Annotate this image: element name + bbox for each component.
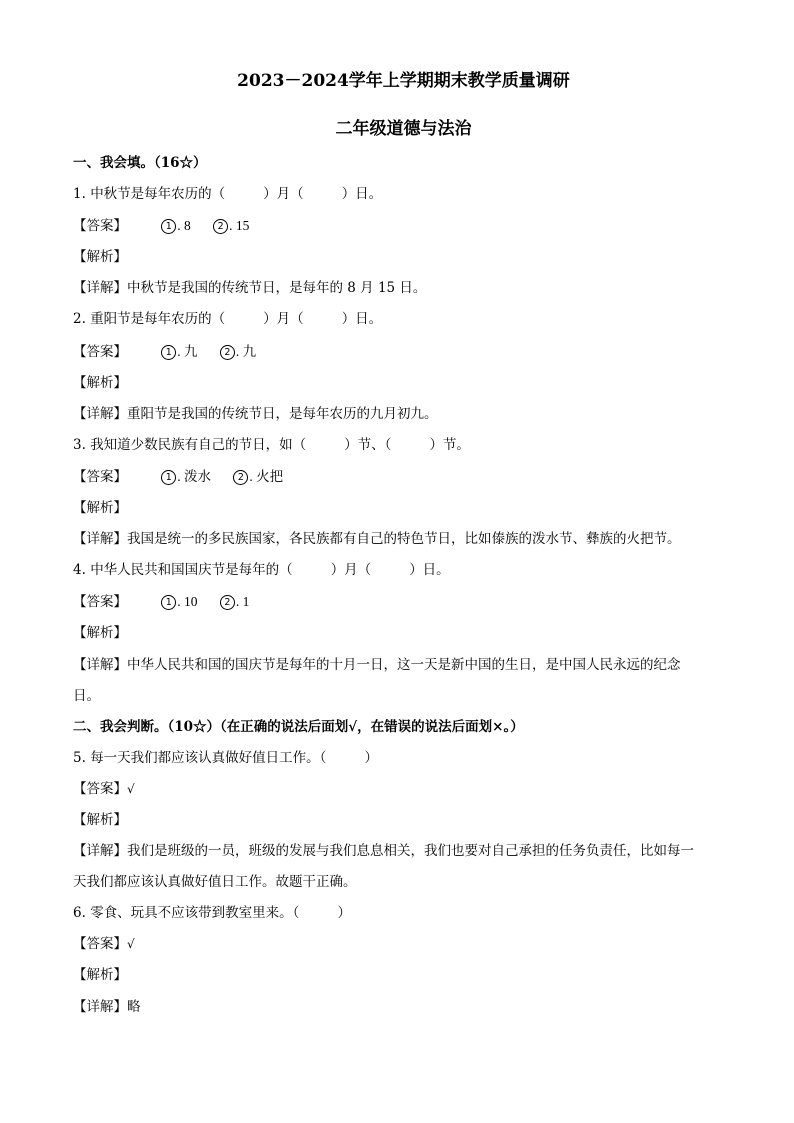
question-text: ） [364,749,378,766]
question-text: ） [337,905,351,922]
document-subtitle: 二年级道德与法治 [335,119,472,139]
question-text: ）日。 [409,562,450,579]
answer-label: 【答案】 [73,594,127,611]
section-heading: 一、我会填。（16☆） [73,155,207,171]
detail-line [73,992,734,1023]
detail-line [73,524,734,555]
analysis-label: 【解析】 [73,500,127,517]
question-4 [73,555,734,586]
detail-line [73,650,734,681]
analysis-label: 【解析】 [73,625,127,642]
circled-number: 1 [161,470,176,485]
question-text: ）月（ [263,186,304,203]
question-text: 我知道少数民族有自己的节日，如（ [90,436,307,453]
question-text: 零食、玩具不应该带到教室里来。（ [90,905,300,922]
question-number: 5. [73,749,86,766]
question-text: ）日。 [341,311,383,328]
question-text: 每一天我们都应该认真做好值日工作。（ [90,749,327,766]
answer-label: 【答案】 [73,468,127,485]
question-text: 中华人民共和国国庆节是每年的（ [90,562,293,579]
question-text: ）日。 [341,186,383,203]
answer-line [73,210,734,242]
circled-number: 1 [161,345,176,360]
circled-number: 1 [161,595,176,610]
answer-item [213,210,249,242]
detail-text: 重阳节是我国的传统节日，是每年农历的九月初九。 [127,405,438,422]
answer-item [161,210,191,242]
answer-line [73,336,734,368]
detail-label: 【详解】 [73,843,127,860]
question-number: 2. [73,311,86,328]
answer-item [220,336,256,368]
question-1 [73,179,734,210]
detail-continuation: 日。 [73,687,100,704]
question-2 [73,304,734,335]
answer-value: . 火把 [249,468,284,484]
question-number: 3. [73,436,86,453]
answer-label: 【答案】 [73,780,127,797]
detail-line [73,399,734,430]
circled-number: 2 [220,345,235,360]
question-6 [73,898,734,929]
analysis-label: 【解析】 [73,811,127,828]
answer-label: 【答案】 [73,936,127,953]
detail-text: 我们是班级的一员，班级的发展与我们息息相关，我们也要对自己承担的任务负责任，比如每一 [127,843,694,860]
detail-text: 中华人民共和国的国庆节是每年的十月一日，这一天是新中国的生日，是中国人民永远的纪念 [127,656,681,673]
check-mark-answer: √ [127,781,135,796]
answer-line [73,461,734,493]
analysis-label: 【解析】 [73,374,127,391]
answer-label: 【答案】 [73,343,127,360]
answer-value: . 1 [235,594,250,610]
circled-number: 1 [161,219,176,234]
answer-value: . 10 [177,594,198,610]
answer-line [73,929,734,960]
answer-line [73,586,734,618]
analysis-label: 【解析】 [73,967,127,984]
answer-item [161,336,197,368]
detail-line [73,836,734,867]
detail-line [73,273,734,304]
detail-continuation: 天我们都应该认真做好值日工作。故题干正确。 [73,874,357,891]
detail-text: 我国是统一的多民族国家，各民族都有自己的特色节日，比如傣族的泼水节、彝族的火把节。 [127,531,681,548]
section-heading: 二、我会判断。（10☆）（在正确的说法后面划√，在错误的说法后面划×。） [73,718,524,735]
question-text: 中秋节是每年农历的（ [90,186,226,203]
answer-item [220,586,250,618]
circled-number: 2 [233,470,248,485]
answer-item [161,586,197,618]
document-title: 2023－2024学年上学期期末教学质量调研 [237,71,570,91]
question-text: 重阳节是每年农历的（ [90,311,226,328]
detail-label: 【详解】 [73,405,127,422]
answer-value: . 九 [177,343,198,359]
question-text: ）月（ [330,562,372,579]
question-5 [73,743,734,774]
question-text: ）月（ [263,311,304,328]
circled-number: 2 [220,595,235,610]
question-text: ）节。 [429,436,470,453]
answer-value: . 15 [229,218,250,234]
answer-line [73,774,734,805]
answer-value: . 8 [177,218,191,234]
circled-number: 2 [213,219,228,234]
question-number: 1. [73,186,86,203]
answer-item [233,461,283,493]
detail-label: 【详解】 [73,531,127,548]
answer-label: 【答案】 [73,218,127,235]
answer-value: . 九 [235,343,257,359]
question-3 [73,430,734,461]
check-mark-answer: √ [127,937,135,952]
question-number: 4. [73,562,86,579]
answer-item [161,461,211,493]
analysis-label: 【解析】 [73,249,127,266]
detail-label: 【详解】 [73,656,127,673]
question-text: ）节、（ [344,436,392,453]
detail-label: 【详解】 [73,280,127,297]
answer-value: . 泼水 [177,468,212,484]
detail-text: 中秋节是我国的传统节日，是每年的 8 月 15 日。 [127,280,427,297]
detail-text: 略 [127,998,141,1015]
detail-label: 【详解】 [73,998,127,1015]
question-number: 6. [73,905,86,922]
